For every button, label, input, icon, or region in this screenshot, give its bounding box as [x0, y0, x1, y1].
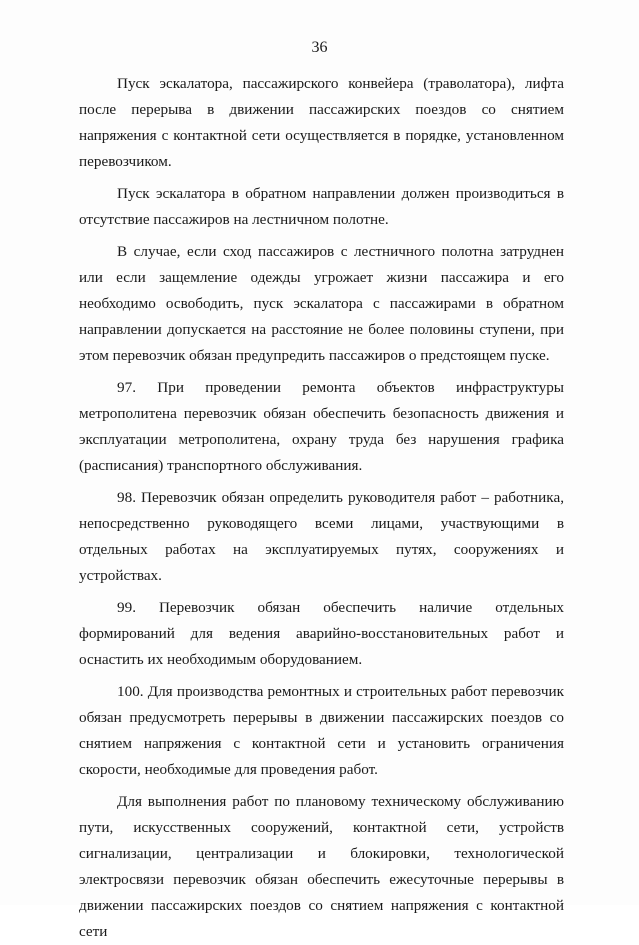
paragraph-escalator-exception: В случае, если сход пассажиров с лестничного полотна затруднен или если защемление одежды угрожает жизни пассажира и его необходимо освободить, пуск эскалатора с пассажирами в обратном направлении допускается на расстояние не более половины ступени, при этом перевозчик обязан предупредить пассажиров о предстоящем пуске. [79, 243, 564, 364]
paragraph-clause-97: 97. При проведении ремонта объектов инфраструктуры метрополитена перевозчик обязан обеспечить безопасность движения и эксплуатации метрополитена, охрану труда без нарушения графика (расписания) транспортного обслуживания. [79, 379, 564, 474]
page-number: 36 [311, 39, 328, 56]
paragraph-clause-98: 98. Перевозчик обязан определить руководителя работ – работника, непосредственно руководящего всеми лицами, участвующими в отдельных работах на эксплуатируемых путях, сооружениях и устройствах. [79, 489, 564, 584]
body-text [79, 71, 564, 945]
paragraph-clause-99: 99. Перевозчик обязан обеспечить наличие отдельных формирований для ведения аварийно-восстановительных работ и оснастить их необходимым оборудованием. [79, 599, 564, 668]
paragraph-escalator-start: Пуск эскалатора, пассажирского конвейера (траволатора), лифта после перерыва в движении пассажирских поездов со снятием напряжения с контактной сети осуществляется в порядке, установленном перевозчиком. [79, 75, 564, 170]
paragraph-maintenance: Для выполнения работ по плановому техническому обслуживанию пути, искусственных сооружений, контактной сети, устройств сигнализации, централизации и блокировки, технологической электросвязи перевозчик обязан обеспечить ежесуточные перерывы в движении пассажирских поездов со снятием напряжения с контактной сети [79, 793, 564, 940]
paragraph-clause-100: 100. Для производства ремонтных и строительных работ перевозчик обязан предусмотреть перерывы в движении пассажирских поездов со снятием напряжения с контактной сети и установить ограничения скорости, необходимые для проведения работ. [79, 683, 564, 778]
paragraph-escalator-reverse: Пуск эскалатора в обратном направлении должен производиться в отсутствие пассажиров на лестничном полотне. [79, 185, 564, 228]
